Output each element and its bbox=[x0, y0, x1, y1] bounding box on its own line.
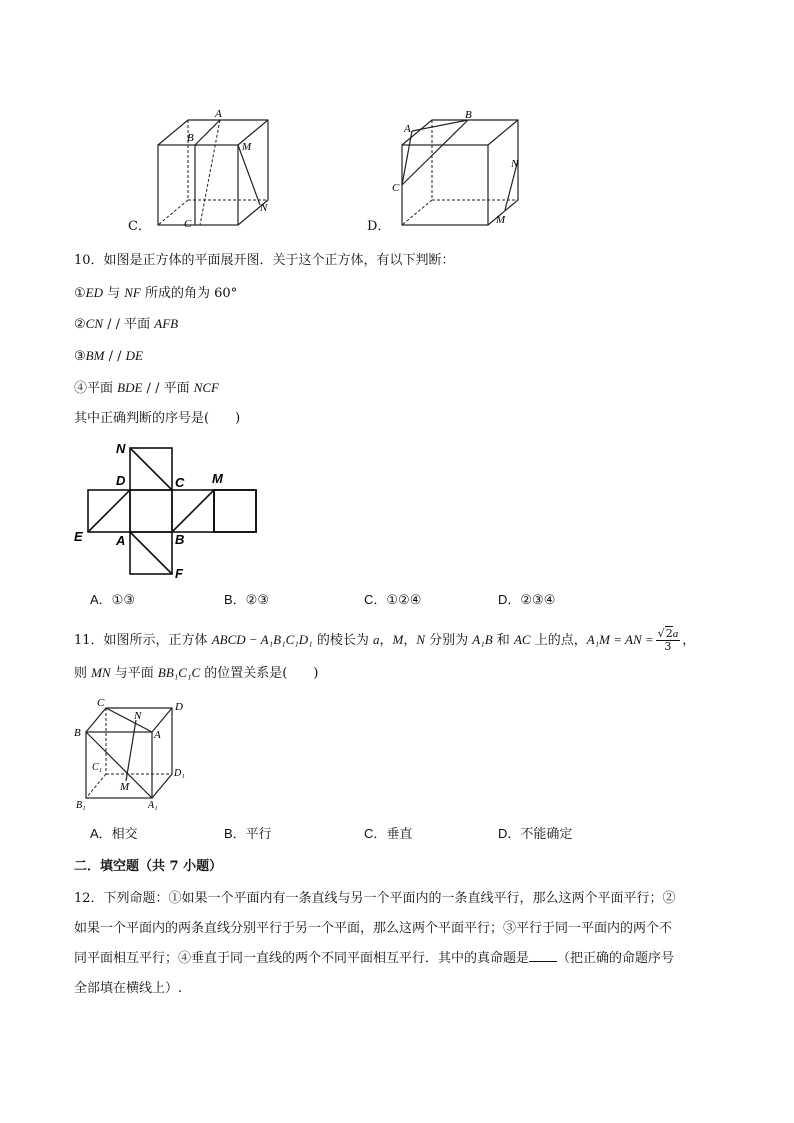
q11-fig-label-c1: C₁ bbox=[92, 762, 103, 773]
q10-statement-2: ②CN / / 平面 AFB bbox=[74, 316, 179, 332]
q11-fraction: $\frac{√2a}{3}$ bbox=[657, 627, 679, 653]
q11-cube-figure bbox=[70, 696, 200, 816]
q10-cube-net bbox=[70, 438, 270, 588]
q11-stem-line2: 则 MN 与平面 BB₁C₁C 的位置关系是( ) bbox=[74, 665, 319, 681]
q12-line-1: 12．下列命题：①如果一个平面内有一条直线与另一个平面内的一条直线平行，那么这两个平面平行；② bbox=[74, 891, 676, 906]
q11-fig-label-a1: A₁ bbox=[148, 800, 158, 811]
fig-d-label-b: B bbox=[465, 109, 472, 121]
q11-fig-label-d1: D₁ bbox=[174, 768, 185, 779]
fig-d-label-a: A bbox=[404, 123, 411, 135]
q10-option-d[interactable]: D．②③④ bbox=[498, 592, 556, 608]
q11-fig-label-c: C bbox=[97, 697, 105, 709]
q11-option-b[interactable]: B．平行 bbox=[224, 826, 272, 842]
q10-statement-4: ④平面 BDE / / 平面 NCF bbox=[74, 380, 220, 396]
q9-option-d-label: D． bbox=[367, 219, 391, 234]
net-label-d: D bbox=[116, 473, 126, 488]
q12-paragraph bbox=[74, 884, 734, 1004]
fig-c-label-b: B bbox=[187, 132, 194, 144]
q12-line-3: 同平面相互平行；④垂直于同一直线的两个不同平面相互平行．其中的真命题是 （把正确的命题序号 bbox=[74, 951, 675, 966]
section-heading-fill-in: 二．填空题（共 7 小题） bbox=[74, 859, 223, 874]
fig-c-label-m: M bbox=[242, 141, 252, 153]
q11-fig-label-a: A bbox=[154, 729, 161, 741]
q11-option-d[interactable]: D．不能确定 bbox=[498, 826, 573, 842]
net-label-m: M bbox=[212, 471, 223, 486]
q12-answer-blank[interactable] bbox=[529, 949, 557, 962]
q11-option-c[interactable]: C．垂直 bbox=[364, 826, 413, 842]
q12-line-4: 全部填在横线上）. bbox=[74, 981, 183, 996]
q12-line-2: 如果一个平面内的两条直线分别平行于另一个平面，那么这两个平面平行；③平行于同一平面内的两个不 bbox=[74, 921, 673, 936]
fig-c-label-n: N bbox=[260, 202, 268, 214]
net-label-n: N bbox=[116, 441, 126, 456]
q9-option-c-label: C． bbox=[128, 219, 151, 234]
q10-statement-3: ③BM / / DE bbox=[74, 348, 143, 364]
q10-statement-1: ①ED 与 NF 所成的角为 60° bbox=[74, 285, 238, 301]
q11-fig-label-b1: B₁ bbox=[76, 800, 86, 811]
fig-d-label-m: M bbox=[496, 214, 506, 226]
q10-ask: 其中正确判断的序号是( ) bbox=[74, 411, 241, 426]
net-label-b: B bbox=[175, 532, 185, 547]
fig-c-label-c: C bbox=[184, 218, 192, 230]
net-label-e: E bbox=[74, 529, 83, 544]
q9-figure-c bbox=[150, 105, 280, 230]
q11-fig-label-n: N bbox=[134, 710, 142, 722]
fig-d-label-c: C bbox=[392, 182, 400, 194]
q10-option-c[interactable]: C．①②④ bbox=[364, 592, 422, 608]
q9-figure-d bbox=[390, 105, 530, 230]
q11-option-a[interactable]: A．相交 bbox=[90, 826, 138, 842]
net-label-a: A bbox=[116, 533, 126, 548]
q11-fig-label-d: D bbox=[175, 701, 183, 713]
net-label-f: F bbox=[175, 566, 183, 581]
q10-option-a[interactable]: A．①③ bbox=[90, 592, 135, 608]
q11-fig-label-m: M bbox=[120, 781, 130, 793]
fig-c-label-a: A bbox=[215, 108, 222, 120]
net-label-c: C bbox=[175, 475, 185, 490]
fig-d-label-n: N bbox=[511, 158, 519, 170]
q11-fig-label-b: B bbox=[74, 727, 81, 739]
q10-option-b[interactable]: B．②③ bbox=[224, 592, 269, 608]
q11-stem-line1: 11．如图所示，正方体 ABCD − A₁B₁C₁D₁ 的棱长为 a，M，N 分别为 A₁B 和 AC 上的点，A₁M = AN = $\frac{√2a}{3}$ ， bbox=[74, 627, 696, 653]
q10-stem: 10．如图是正方体的平面展开图．关于这个正方体，有以下判断： bbox=[74, 253, 455, 268]
